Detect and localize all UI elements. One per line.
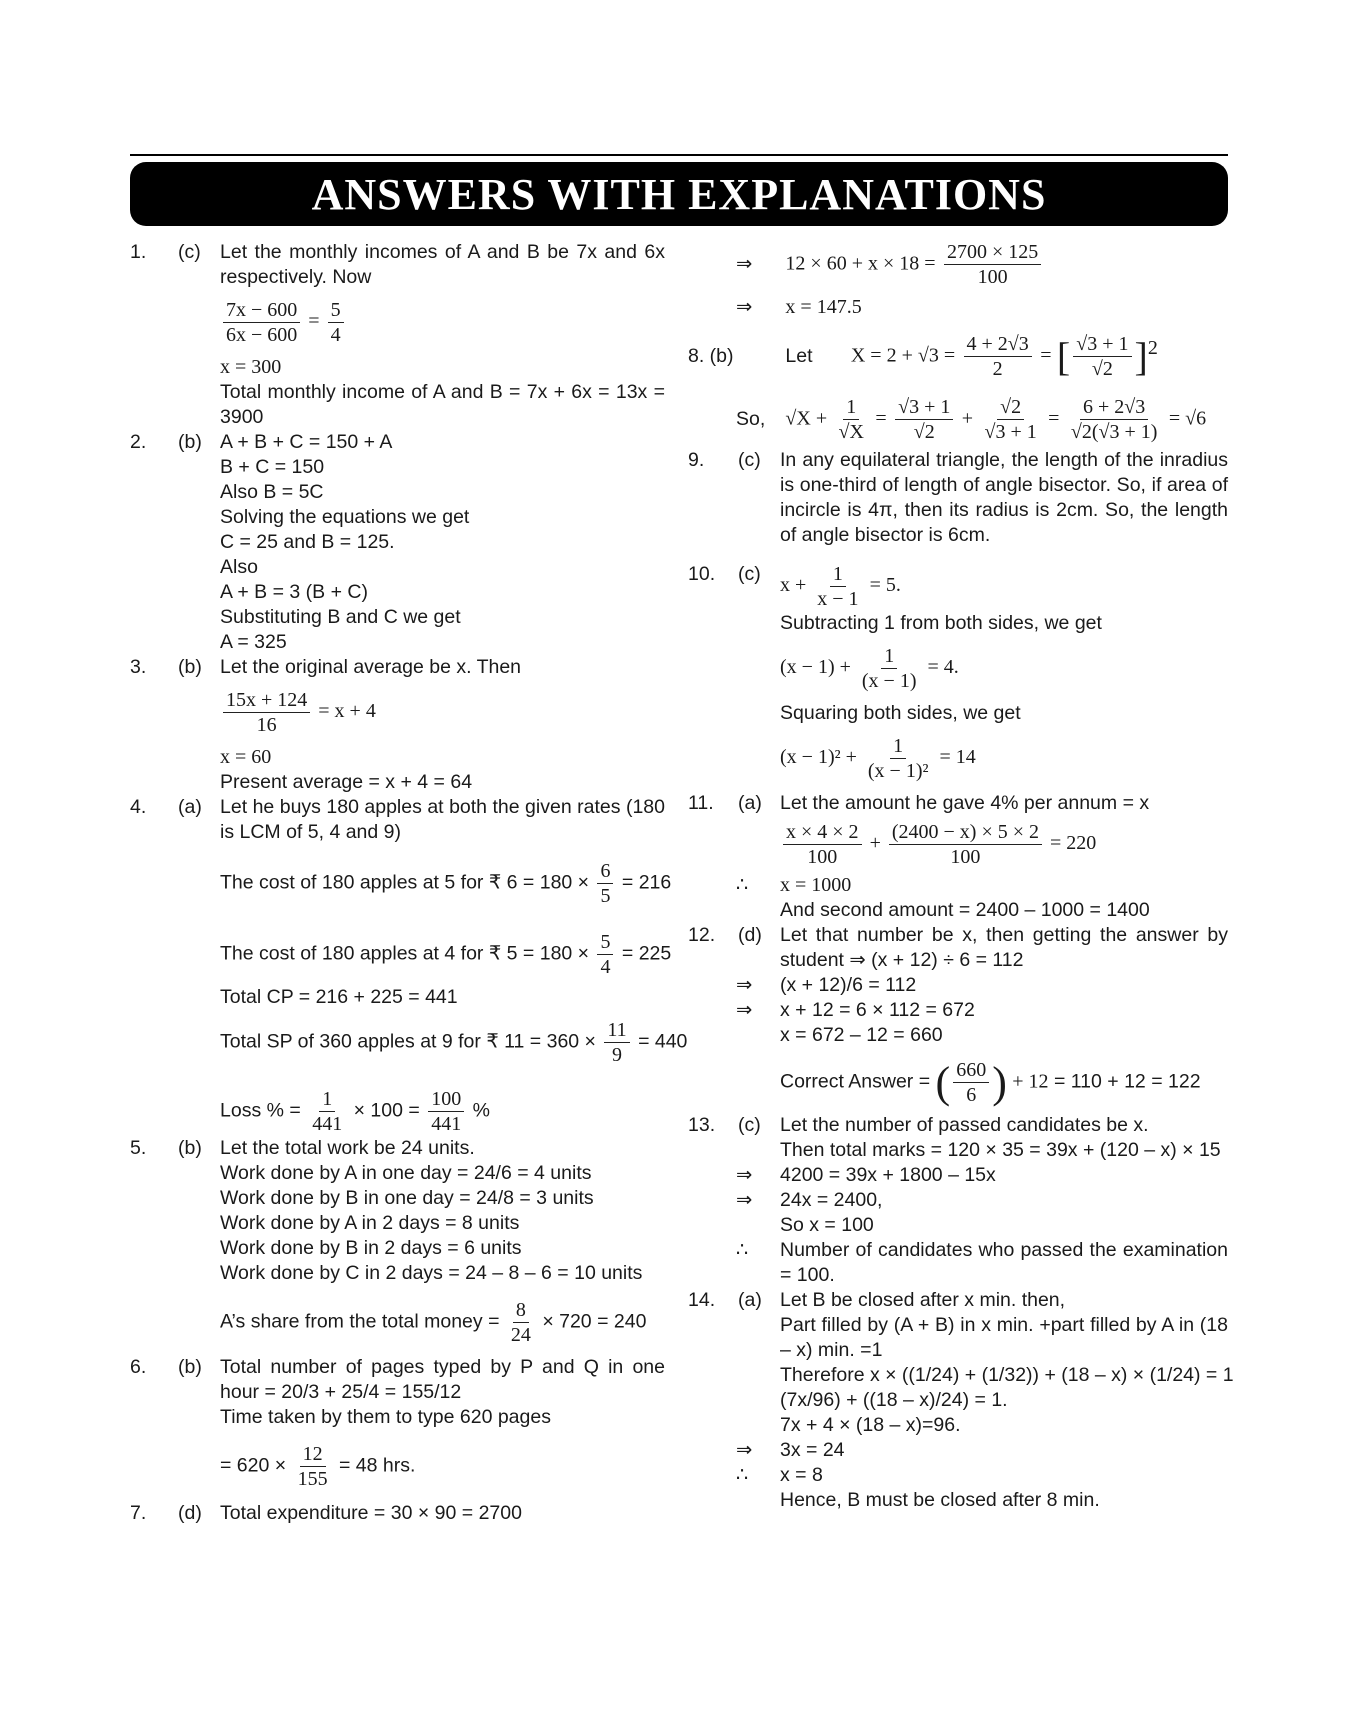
explanation-text: ⇒ 24x = 2400, — [736, 1189, 883, 1211]
answer-option: (c) — [738, 1114, 761, 1136]
explanation-text: x = 300 — [220, 356, 282, 378]
answer-11 — [688, 791, 1228, 923]
explanation-text: Part filled by (A + B) in x min. +part filled by A in (18 – x) min. =1 — [780, 1314, 1228, 1361]
answer-5 — [130, 1136, 665, 1347]
answer-2 — [130, 430, 665, 655]
answer-option: (a) — [178, 796, 202, 818]
explanation-text: Let that number be x, then getting the answer by student ⇒ (x + 12) ÷ 6 = 112 — [780, 924, 1228, 971]
explanation-text: A + B = 3 (B + C) — [220, 581, 368, 603]
explanation-text: Total number of pages typed by P and Q in one hour = 20/3 + 25/4 = 155/12 — [220, 1356, 665, 1403]
explanation-text: ⇒ 3x = 24 — [736, 1439, 845, 1461]
explanation-text: Then total marks = 120 × 35 = 39x + (120 – x) × 15 — [780, 1139, 1221, 1161]
answer-14 — [688, 1288, 1234, 1513]
answer-option: (c) — [738, 563, 761, 585]
equation: Loss % = $\frac{1}{441}$ × 100 = $\frac{100}{441}$ % — [220, 1088, 490, 1135]
explanation-text: Let B be closed after x min. then, — [780, 1289, 1066, 1311]
equation: (x − 1) + $\frac{1}{(x - 1)}$ = 4. — [780, 645, 959, 692]
answer-7 — [130, 1501, 665, 1526]
answer-8 — [688, 332, 1228, 444]
explanation-text: Let the total work be 24 units. — [220, 1137, 475, 1159]
top-rule — [130, 154, 1228, 156]
answer-13 — [688, 1113, 1228, 1288]
answer-option: (d) — [738, 924, 762, 946]
explanation-text: 7x + 4 × (18 – x)=96. — [780, 1414, 961, 1436]
explanation-text: And second amount = 2400 – 1000 = 1400 — [780, 899, 1150, 921]
answer-1 — [130, 240, 665, 430]
answer-option: (c) — [178, 241, 201, 263]
explanation-text: Let the number of passed candidates be x. — [780, 1114, 1149, 1136]
answer-3 — [130, 655, 665, 795]
explanation-text: Subtracting 1 from both sides, we get — [780, 612, 1102, 634]
question-number: 4. — [130, 796, 147, 818]
question-number: 1. — [130, 241, 147, 263]
explanation-text: So x = 100 — [780, 1214, 874, 1236]
equation: The cost of 180 apples at 5 for ₹ 6 = 180 × $\frac{6}{5}$ = 216 — [220, 860, 672, 907]
explanation-text: A + B + C = 150 + A — [220, 431, 393, 453]
explanation-text: (7x/96) + ((18 – x)/24) = 1. — [780, 1389, 1008, 1411]
explanation-text: Work done by A in one day = 24/6 = 4 units — [220, 1162, 592, 1184]
explanation-text: ⇒ x + 12 = 6 × 112 = 672 — [736, 999, 975, 1021]
equation: A’s share from the total money = $\frac{8}{24}$ × 720 = 240 — [220, 1299, 647, 1346]
explanation-text: Hence, B must be closed after 8 min. — [780, 1489, 1100, 1511]
question-number: 14. — [688, 1289, 716, 1311]
equation: ⇒ 12 × 60 + x × 18 = $\frac{2700 \times 125}{100}$ — [736, 240, 1228, 289]
answer-option: (b) — [178, 1137, 202, 1159]
explanation-text: Let the monthly incomes of A and B be 7x and 6x respectively. Now — [220, 241, 665, 288]
answer-6 — [130, 1355, 665, 1491]
explanation-text: A = 325 — [220, 631, 287, 653]
answer-option: (b) — [178, 1356, 202, 1378]
question-number: 10. — [688, 563, 716, 585]
answer-option: (a) — [738, 1289, 762, 1311]
explanation-text: C = 25 and B = 125. — [220, 531, 395, 553]
equation: 8. (b) Let X = 2 + √3 = $\frac{4 + 2√3}{2}$ = [ $\frac{√3 + 1}{√2}$ ]$^2$ — [688, 333, 1158, 380]
explanation-text: Let he buys 180 apples at both the given rates (180 is LCM of 5, 4 and 9) — [220, 796, 665, 843]
question-number: 6. — [130, 1356, 147, 1378]
explanation-text: Squaring both sides, we get — [780, 702, 1021, 724]
explanation-text: ∴ Number of candidates who passed the examination = 100. — [736, 1239, 1228, 1286]
explanation-text: Total CP = 216 + 225 = 441 — [220, 986, 458, 1008]
question-number: 9. — [688, 449, 705, 471]
equation: $\frac{x \times 4 \times 2}{100}$ + $\frac{(2400 - x) \times 5 \times 2}{100}$ = 220 — [780, 820, 1228, 869]
explanation-text: ∴ x = 8 — [736, 1464, 823, 1486]
left-column — [130, 240, 688, 1526]
explanation-text: Therefore x × ((1/24) + (1/32)) + (18 – x) × (1/24) = 1 — [780, 1364, 1234, 1386]
explanation-text: Work done by B in 2 days = 6 units — [220, 1237, 522, 1259]
explanation-text: x = 672 – 12 = 660 — [780, 1024, 943, 1046]
question-number: 3. — [130, 656, 147, 678]
explanation-text: Present average = x + 4 = 64 — [220, 771, 473, 793]
equation: ⇒ x = 147.5 — [736, 296, 862, 318]
question-number: 11. — [688, 792, 714, 814]
answer-10 — [688, 562, 1228, 783]
equation: The cost of 180 apples at 4 for ₹ 5 = 180 × $\frac{5}{4}$ = 225 — [220, 931, 672, 978]
question-number: 13. — [688, 1114, 716, 1136]
answer-option: (b) — [178, 431, 202, 453]
answer-12 — [688, 923, 1228, 1107]
page-title: ANSWERS WITH EXPLANATIONS — [311, 169, 1047, 219]
equation: So, √X + $\frac{1}{√X}$ = $\frac{√3 + 1}{√2}$ + $\frac{√2}{√3 + 1}$ = $\frac{6 + 2√3}{√2(√3 + 1)}$ = √6 — [736, 396, 1207, 443]
explanation-text: Substituting B and C we get — [220, 606, 461, 628]
equation: Correct Answer = ( $\frac{660}{6}$ ) + 12 = 110 + 12 = 122 — [780, 1058, 1201, 1107]
explanation-text: Work done by A in 2 days = 8 units — [220, 1212, 520, 1234]
explanation-text: ⇒ (x + 12)/6 = 112 — [736, 974, 917, 996]
explanation-text: ⇒ 4200 = 39x + 1800 – 15x — [736, 1164, 996, 1186]
explanation-text: B + C = 150 — [220, 456, 325, 478]
right-column — [688, 240, 1234, 1513]
explanation-text: In any equilateral triangle, the length of the inradius is one-third of length of angle bisector. So, if area of incircle is 4π, then its radius is 2cm. So, the length of angle bisector is 6cm. — [780, 449, 1228, 546]
answer-4 — [130, 795, 688, 1136]
question-number: 2. — [130, 431, 147, 453]
question-number: 5. — [130, 1137, 147, 1159]
explanation-text: Solving the equations we get — [220, 506, 470, 528]
question-number: 7. — [130, 1502, 147, 1524]
explanation-text: ∴ x = 1000 — [736, 874, 852, 896]
question-number: 12. — [688, 924, 716, 946]
explanation-text: Work done by B in one day = 24/8 = 3 units — [220, 1187, 594, 1209]
equation: $\frac{15x + 124}{16}$ = x + 4 — [220, 688, 665, 737]
explanation-text: Let the original average be x. Then — [220, 656, 522, 678]
explanation-text: Let the amount he gave 4% per annum = x — [780, 792, 1150, 814]
answer-option: (b) — [178, 656, 202, 678]
explanation-text: Work done by C in 2 days = 24 – 8 – 6 = 10 units — [220, 1262, 643, 1284]
explanation-text: x = 60 — [220, 746, 272, 768]
equation: x + $\frac{1}{x - 1}$ = 5. — [780, 563, 901, 610]
explanation-text: Time taken by them to type 620 pages — [220, 1406, 551, 1428]
equation: $\frac{7x - 600}{6x - 600}$ = $\frac{5}{4}$ — [220, 298, 665, 347]
equation: (x − 1)² + $\frac{1}{\text{(x − 1)²}}$ = 14 — [780, 735, 976, 782]
header-banner — [130, 162, 1228, 226]
explanation-text: Total expenditure = 30 × 90 = 2700 — [220, 1502, 522, 1524]
explanation-text: Also — [220, 556, 258, 578]
answer-option: (d) — [178, 1502, 202, 1524]
equation: Total SP of 360 apples at 9 for ₹ 11 = 360 × $\frac{11}{9}$ = 440 — [220, 1019, 688, 1066]
equation: = 620 × $\frac{12}{155}$ = 48 hrs. — [220, 1443, 416, 1490]
answer-9 — [688, 448, 1228, 548]
answer-option: (c) — [738, 449, 761, 471]
answer-7-continued — [688, 240, 1228, 320]
explanation-text: Total monthly income of A and B = 7x + 6x = 13x = 3900 — [220, 381, 665, 428]
explanation-text: Also B = 5C — [220, 481, 324, 503]
answer-option: (a) — [738, 792, 762, 814]
